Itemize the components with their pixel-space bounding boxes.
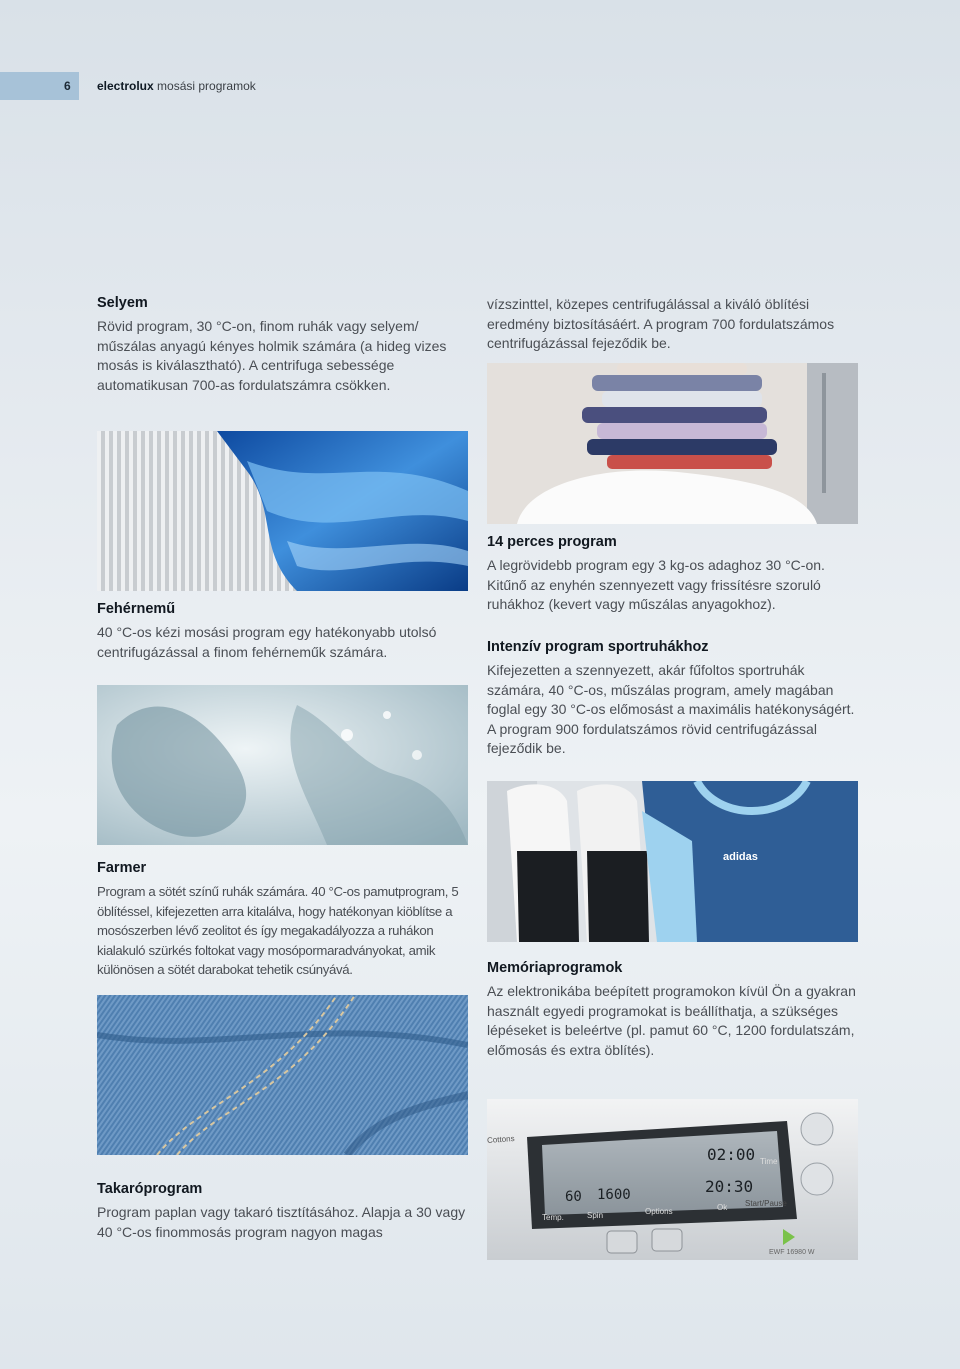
section-title: Farmer (97, 860, 147, 876)
section-intenziv (487, 639, 857, 759)
section-fehernemu (97, 601, 467, 662)
display-time-1: 02:00 (707, 1145, 756, 1164)
section-body: Az elektronikába beépített programokon kívül Ön a gyakran használt egyedi programokat is beállíthatja, a szükséges lépéseket is beleértve (pl. pamut 60 °C, 1200 fordulatszám, előmosás és extra öblítés). (487, 983, 856, 1058)
section-body: 40 °C-os kézi mosási program egy hatékonyabb utolsó centrifugázással a finom fehérneműk számára. (97, 624, 437, 660)
lingerie-water-photo (97, 685, 468, 845)
laundry-stack-photo (487, 363, 858, 524)
header-subtitle: mosási programok (153, 79, 256, 93)
section-title: 14 perces program (487, 534, 617, 550)
silk-photo (97, 431, 468, 591)
adidas-logo: adidas (723, 851, 758, 863)
section-body: Program paplan vagy takaró tisztításához. Alapja a 30 vagy 40 °C-os finommosás program nagyon magas (97, 1204, 466, 1240)
section-title: Memóriaprogramok (487, 960, 623, 976)
sportswear-photo (487, 781, 858, 942)
display-time-2: 20:30 (705, 1177, 754, 1196)
panel-label-ok: Ok (717, 1203, 728, 1212)
section-title: Takaróprogram (97, 1181, 203, 1197)
section-body: Rövid program, 30 °C-on, finom ruhák vagy selyem/ műszálas anyagú kényes holmik számára (a hideg vizes mosás is kiválasztható). A centrifuga sebessége automatikusan 700-as fordulatszámra csökken. (97, 318, 447, 393)
section-memoria (487, 960, 857, 1060)
section-takaro (97, 1181, 467, 1242)
section-14-perces (487, 534, 857, 615)
header-title (97, 79, 256, 93)
section-body: Kifejezetten a szennyezett, akár fűfoltos sportruhák számára, 40 °C-os, műszálas program, amely magában foglal egy 30 °C-os előmosást a maximális hatékonyságért. A program 900 fordulatszámos rövid centrifugázással fejeződik be. (487, 662, 855, 756)
section-farmer (97, 860, 469, 980)
brand-name: electrolux (97, 79, 154, 93)
section-body: vízszinttel, közepes centrifugálással a kiváló öblítési eredmény biztosításáért. A program 700 fordulatszámos centrifugázással fejeződik be. (487, 296, 835, 351)
section-body: Program a sötét színű ruhák számára. 40 °C-os pamutprogram, 5 öblítéssel, kifejezetten arra kitalálva, hogy hatékonyan kiöblítse a mosószerben lévő zeolitot és így megakadályozza a ruhákon kialakuló szürkés foltokat vagy mosópormaradványokat, amik különösen a sötét darabokat tehetik csúnyává. (97, 884, 459, 977)
panel-label-spin: Spin (587, 1211, 604, 1220)
panel-label-start-pause: Start/Pause (745, 1199, 787, 1208)
panel-label-temp: Temp. (542, 1213, 564, 1222)
panel-model: EWF 16980 W (769, 1249, 815, 1256)
section-body: A legrövidebb program egy 3 kg-os adaghoz 30 °C-on. Kitűnő az enyhén szennyezett vagy frissítésre szoruló ruhákhoz (kevert vagy műszálas anyagokhoz). (487, 557, 825, 612)
section-title: Fehérnemű (97, 601, 176, 617)
panel-label-time: Time (760, 1157, 778, 1166)
page-number: 6 (64, 79, 71, 93)
panel-label-options: Options (645, 1207, 673, 1216)
display-spin: 1600 (597, 1187, 631, 1203)
display-temp: 60 (565, 1189, 582, 1205)
section-title: Intenzív program sportruhákhoz (487, 639, 709, 655)
panel-label-cottons: Cottons (487, 1134, 515, 1145)
control-panel-photo (487, 1099, 858, 1260)
section-selyem (97, 295, 457, 395)
denim-photo (97, 995, 468, 1155)
section-title: Selyem (97, 295, 148, 311)
section-selyem-continued (487, 295, 857, 354)
